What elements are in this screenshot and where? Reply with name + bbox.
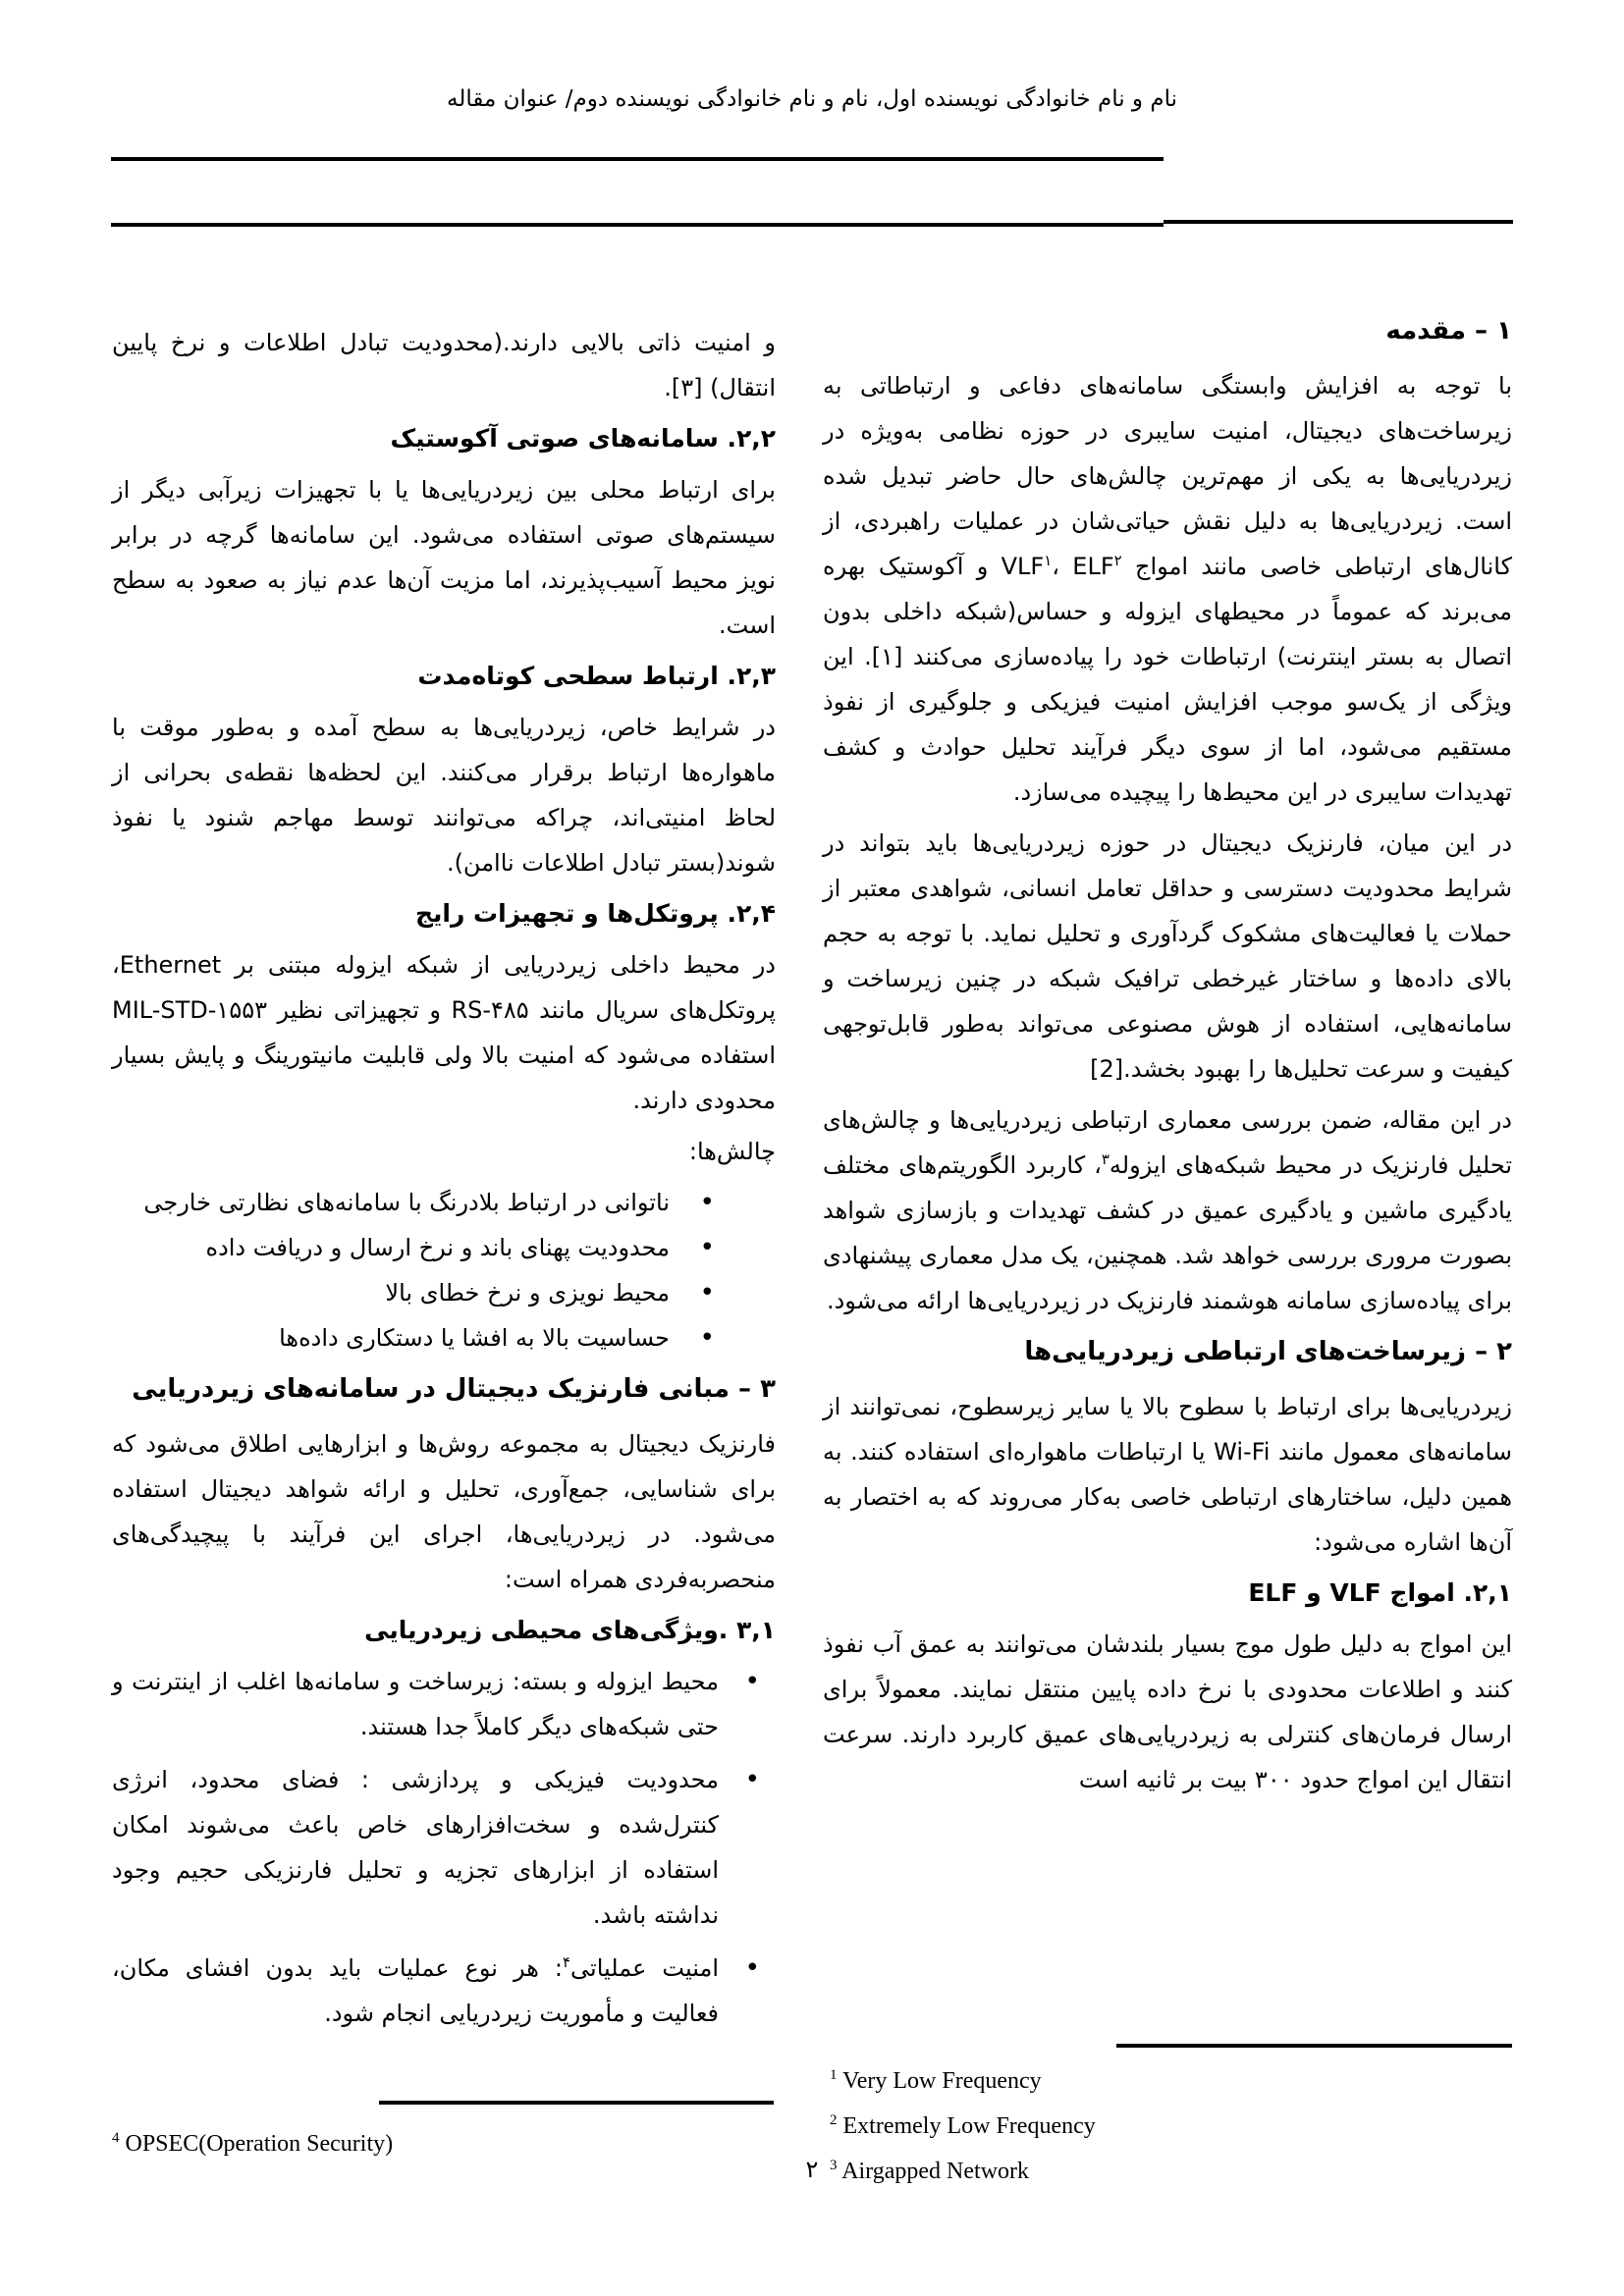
footnote-item (830, 2056, 1517, 2101)
env-feature-item: • محیط ایزوله و بسته: زیرساخت و سامانه‌ها اغلب از اینترنت و حتی شبکه‌های دیگر کاملاً جدا هستند. (112, 1659, 719, 1749)
section-2-1-paragraph: این امواج به دلیل طول موج بسیار بلندشان می‌توانند به عمق آب نفوذ کنند و اطلاعات محدودی با نرخ داده پایین منتقل نمایند. معمولاً برای ارسال فرمان‌های کنترلی به زیردریایی‌های عمیق کاربرد دارند. سرعت انتقال این امواج حدود ۳۰۰ بیت بر ثانیه است (823, 1630, 1512, 1793)
env-feature-item (112, 1946, 719, 2036)
header-rule-bottom-left (111, 223, 1164, 227)
footnote-ref-3: ۳ (1101, 1150, 1110, 1168)
challenges-list (112, 1180, 776, 1361)
column-left (112, 320, 776, 2044)
intro-p1-text-c: و آکوستیک بهره می‌برند که عموماً در محیطهای ایزوله و حساس(شبکه داخلی بدون اتصال به بستر اینترنت) ارتباطات خود را پیاده‌سازی می‌کنند [۱]. این ویژگی از یک‌سو موجب افزایش امنیت فیزیکی و جلوگیری از نفوذ مستقیم می‌شود، اما از سوی دیگر فرآیند تحلیل حوادث و کشف تهدیدات سایبری در این محیط‌ها را پیچیده می‌سازد. (823, 553, 1512, 806)
footnote-number: 4 (112, 2130, 120, 2146)
column-right (823, 302, 1512, 1808)
section-2-heading: ۲ – زیرساخت‌های ارتباطی زیردریایی‌ها (1024, 1337, 1512, 1366)
intro-p1-text-b: ، ELF (1052, 553, 1114, 580)
footnote-ref-4: ۴ (562, 1953, 571, 1971)
footnote-ref-2: ۲ (1113, 552, 1122, 569)
footnote-text: Extremely Low Frequency (842, 2113, 1096, 2139)
footnote-text: Very Low Frequency (842, 2068, 1042, 2094)
section-2-3-paragraph: در شرایط خاص، زیردریایی‌ها به سطح آمده و به‌طور موقت با ماهواره‌ها ارتباط برقرار می‌کنند. این لحظه‌ها نقطه‌ی بحرانی از لحاظ امنیتی‌اند، چراکه می‌توانند توسط مهاجم شنود یا نفوذ شوند(بستر تبادل اطلاعات ناامن). (112, 714, 776, 877)
footnote-number: 2 (830, 2112, 838, 2128)
env-item3-text-b: : هر نوع عملیات باید بدون افشای مکان، فعالیت و مأموریت زیردریایی انجام شود. (112, 1954, 719, 2027)
section-2-3-heading: ۲,۳. ارتباط سطحی کوتاه‌مدت (417, 662, 776, 690)
challenges-label: چالش‌ها: (688, 1138, 776, 1165)
env-item3-text-a: امنیت عملیاتی (570, 1954, 719, 1982)
footnote-ref-1: ۱ (1044, 552, 1053, 569)
section-3-paragraph: فارنزیک دیجیتال به مجموعه روش‌ها و ابزارهایی اطلاق می‌شود که برای شناسایی، جمع‌آوری، تحلیل و ارائه شواهد دیجیتال استفاده می‌شود. در زیردریایی‌ها، اجرای این فرآیند با پیچیدگی‌های منحصربه‌فردی همراه است: (112, 1430, 776, 1593)
header-rule-top (111, 157, 1164, 161)
section-2-4-paragraph: در محیط داخلی زیردریایی از شبکه ایزوله مبتنی بر Ethernet، پروتکل‌های سریال مانند RS-۴۸۵ و تجهیزاتی نظیر MIL-STD-۱۵۵۳ استفاده می‌شود که امنیت بالا ولی قابلیت مانیتورینگ و پایش بسیار محدودی دارند. (112, 951, 776, 1114)
section-2-4-heading: ۲,۴. پروتکل‌ها و تجهیزات رایج (414, 899, 776, 928)
challenge-item: • ناتوانی در ارتباط بلادرنگ با سامانه‌های نظارتی خارجی (112, 1180, 715, 1225)
environment-features-list (112, 1659, 776, 2036)
section-2-paragraph: زیردریایی‌ها برای ارتباط با سطوح بالا یا سایر زیرسطوح، نمی‌توانند از سامانه‌های معمول مانند Wi-Fi یا ارتباطات ماهواره‌ای استفاده کنند. به همین دلیل، ساختارهای ارتباطی خاصی به‌کار می‌روند که به اختصار به آن‌ها اشاره می‌شود: (823, 1393, 1512, 1556)
section-3-1-heading: ۳,۱ .ویژگی‌های محیطی زیردریایی (364, 1616, 776, 1644)
intro-p3-text-b: ، کاربرد الگوریتم‌های مختلف یادگیری ماشین و یادگیری عمیق در کشف تهدیدات و بازسازی شواهد بصورت مروری بررسی خواهد شد. همچنین، یک مدل معماری پیشنهادی برای پیاده‌سازی سامانه هوشمند فارنزیک در زیردریایی‌ها ارائه می‌شود. (823, 1151, 1512, 1314)
section-1-heading: ۱ – مقدمه (1385, 316, 1512, 346)
footnote-text: OPSEC(Operation Security) (125, 2131, 394, 2157)
intro-paragraph-2: در این میان، فارنزیک دیجیتال در حوزه زیردریایی‌ها باید بتواند در شرایط محدودیت دسترسی و حداقل تعامل انسانی، شواهدی معتبر از حملات یا فعالیت‌های مشکوک گردآوری و تحلیل نماید. با توجه به حجم بالای داده‌ها و ساختار غیرخطی ترافیک شبکه در چنین زیرساخت و سامانه‌هایی، استفاده از هوش مصنوعی می‌تواند به‌طور قابل‌توجهی کیفیت و سرعت تحلیل‌ها را بهبود بخشد.[2] (823, 829, 1512, 1083)
intro-paragraph-1 (823, 363, 1512, 815)
intro-paragraph-3 (823, 1097, 1512, 1323)
intro-p3-text-a: در این مقاله، ضمن بررسی معماری ارتباطی زیردریایی‌ها و چالش‌های تحلیل فارنزیک در محیط شبکه‌های ایزوله (823, 1106, 1513, 1179)
running-header: نام و نام خانوادگی نویسنده اول، نام و نام خانوادگی نویسنده دوم/ عنوان مقاله (446, 86, 1177, 112)
footnote-number: 1 (830, 2067, 838, 2083)
intro-p1-text-a: با توجه به افزایش وابستگی سامانه‌های دفاعی و ارتباطاتی به زیرساخت‌های دیجیتال، امنیت سایبری در حوزه نظامی به‌ویژه در زیردریایی‌ها به یکی از مهم‌ترین چالش‌های حال حاضر تبدیل شده است. زیردریایی‌ها به دلیل نقش حیاتی‌شان در عملیات راهبردی، از کانال‌های ارتباطی خاصی مانند امواج VLF (823, 372, 1513, 580)
header-rule-bottom-right (1164, 220, 1513, 224)
section-3-heading: ۳ – مبانی فارنزیک دیجیتال در سامانه‌های زیردریایی (132, 1374, 776, 1404)
challenge-item: • محدودیت پهنای باند و نرخ ارسال و دریافت داده (112, 1225, 715, 1270)
env-feature-item: • محدودیت فیزیکی و پردازشی : فضای محدود، انرژی کنترل‌شده و سخت‌افزارهای خاص باعث می‌شوند امکان استفاده از ابزارهای تجزیه و تحلیل فارنزیکی حجیم وجود نداشته باشد. (112, 1757, 719, 1938)
footnote-text: Airgapped Network (841, 2159, 1030, 2184)
footnote-separator-left (379, 2101, 774, 2105)
section-2-2-heading: ۲,۲. سامانه‌های صوتی آکوستیک (390, 424, 776, 453)
footnote-separator-right (1116, 2044, 1512, 2048)
page-number: ۲ (805, 2156, 819, 2183)
challenge-item: • حساسیت بالا به افشا یا دستکاری داده‌ها (112, 1315, 715, 1361)
section-2-2-paragraph: برای ارتباط محلی بین زیردریایی‌ها یا با تجهیزات زیرآبی دیگر از سیستم‌های صوتی استفاده می‌شود. این سامانه‌ها گرچه در برابر نویز محیط آسیب‌پذیرند، اما مزیت آن‌ها عدم نیاز به صعود به سطح است. (112, 476, 776, 639)
footnote-item (830, 2101, 1517, 2146)
challenge-item: • محیط نویزی و نرخ خطای بالا (112, 1270, 715, 1315)
continued-paragraph: و امنیت ذاتی بالایی دارند.(محدودیت تبادل اطلاعات و نرخ پایین انتقال) [۳]. (112, 329, 776, 401)
footnote-number: 3 (830, 2158, 838, 2173)
section-2-1-heading: ۲,۱. امواج VLF و ELF (1248, 1578, 1512, 1607)
